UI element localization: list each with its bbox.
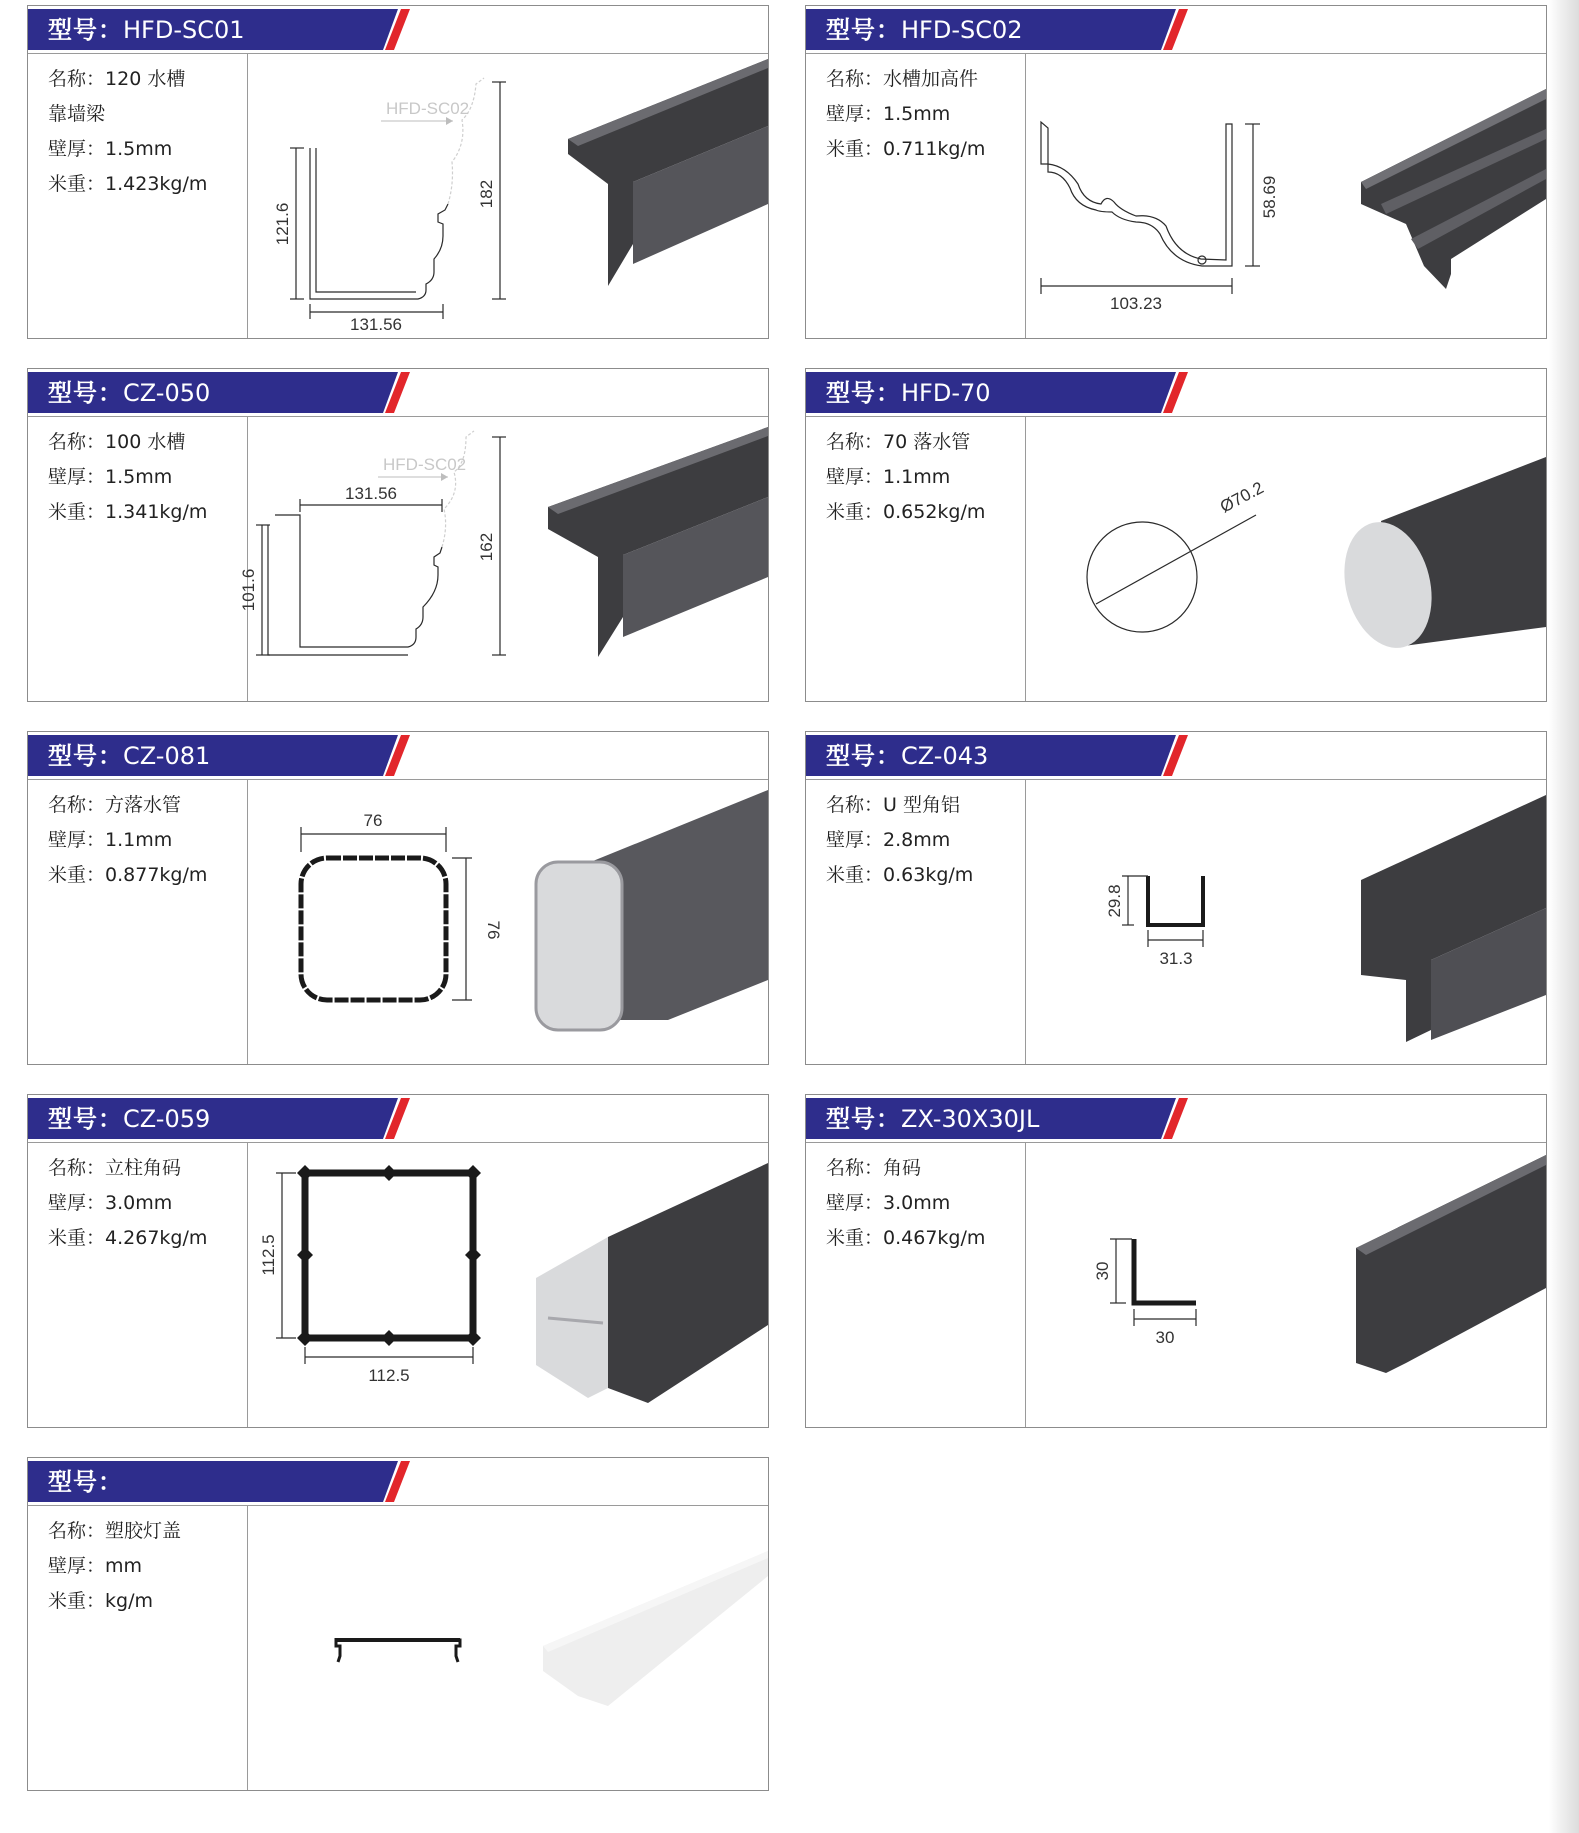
weight-label: 米重：: [48, 864, 106, 886]
weight-value: 4.267kg/m: [105, 1227, 208, 1249]
thickness-label: 壁厚：: [48, 138, 106, 160]
model-label: 型号：: [48, 742, 123, 770]
profile-outline: [336, 1638, 460, 1662]
weight-value: 0.711kg/m: [883, 138, 986, 160]
diameter-dimension: Ø70.2: [1216, 478, 1267, 517]
weight-label: 米重：: [48, 501, 106, 523]
dimension-lines: [1041, 124, 1260, 294]
height-dimension: 76: [484, 920, 503, 940]
model-label: 型号：: [826, 16, 901, 44]
model-code: CZ-059: [123, 1105, 211, 1133]
technical-drawing: [248, 1143, 768, 1427]
model-code: CZ-081: [123, 742, 211, 770]
name-label: 名称：: [48, 1157, 106, 1179]
profile-outline: [1087, 515, 1256, 632]
dimension-lines: [1110, 1239, 1196, 1326]
weight-value: 1.423kg/m: [105, 173, 208, 195]
product-card-cz-059: [27, 1094, 769, 1428]
spec-panel: [806, 416, 1026, 701]
width-dimension: 30: [1155, 1328, 1175, 1347]
name-label: 名称：: [48, 431, 106, 453]
profile-render: [543, 1551, 768, 1706]
height-dimension: 101.6: [239, 568, 258, 612]
width-dimension: 131.56: [345, 484, 397, 503]
weight-value: 0.877kg/m: [105, 864, 208, 886]
product-card-cz-050: [27, 368, 769, 702]
product-card-hfd-sc01: [27, 5, 769, 339]
model-label: 型号：: [48, 1105, 123, 1133]
product-name: 方落水管: [105, 794, 182, 816]
card-header: [28, 1095, 768, 1143]
profile-outline: [1134, 1239, 1196, 1303]
profile-outline: [1148, 876, 1203, 925]
profile-outline: [301, 858, 446, 1000]
model-code: HFD-SC02: [901, 16, 1023, 44]
spec-panel: [806, 53, 1026, 338]
dimension-lines: [256, 437, 506, 655]
spec-panel: [28, 416, 248, 701]
weight-value: 0.652kg/m: [883, 501, 986, 523]
name-label: 名称：: [48, 68, 106, 90]
technical-drawing: [248, 780, 768, 1064]
width-dimension: 76: [363, 811, 383, 830]
width-dimension: 103.23: [1110, 294, 1162, 313]
technical-drawing: [1026, 780, 1546, 1064]
thickness-value: 1.5mm: [105, 466, 173, 488]
card-header: [28, 369, 768, 417]
name-label: 名称：: [826, 68, 884, 90]
product-name-line2: 靠墙梁: [48, 103, 106, 125]
weight-label: 米重：: [826, 138, 884, 160]
weight-label: 米重：: [48, 173, 106, 195]
product-name: 塑胶灯盖: [105, 1520, 182, 1542]
technical-drawing: [1026, 417, 1546, 701]
profile-render: [1361, 795, 1546, 1042]
spec-panel: [28, 1505, 248, 1790]
height-dimension: 112.5: [259, 1234, 278, 1276]
width-dimension: 112.5: [368, 1366, 410, 1385]
name-label: 名称：: [48, 1520, 106, 1542]
profile-render: [568, 59, 768, 286]
card-header: [28, 732, 768, 780]
total-height-dimension: 182: [477, 179, 496, 209]
model-label: 型号：: [48, 16, 123, 44]
model-label: 型号：: [826, 1105, 901, 1133]
card-header: [806, 732, 1546, 780]
weight-label: 米重：: [48, 1227, 106, 1249]
product-card-plastic-lamp-cover: [27, 1457, 769, 1791]
profile-render: [548, 427, 768, 657]
profile-render: [1332, 457, 1546, 657]
thickness-label: 壁厚：: [48, 1192, 106, 1214]
thickness-label: 壁厚：: [826, 103, 884, 125]
spec-panel: [28, 779, 248, 1064]
ghost-profile-label: HFD-SC02: [383, 455, 467, 474]
thickness-value: 1.5mm: [105, 138, 173, 160]
product-card-zx-30x30jl: [805, 1094, 1547, 1428]
profile-outline: [297, 1165, 481, 1346]
dimension-lines: [1122, 876, 1203, 947]
name-label: 名称：: [48, 794, 106, 816]
thickness-label: 壁厚：: [826, 466, 884, 488]
thickness-value: 1.1mm: [105, 829, 173, 851]
product-name: 120 水槽: [105, 68, 186, 90]
thickness-value: 1.1mm: [883, 466, 951, 488]
thickness-value: 1.5mm: [883, 103, 951, 125]
thickness-label: 壁厚：: [48, 829, 106, 851]
product-card-hfd-70: [805, 368, 1547, 702]
thickness-label: 壁厚：: [48, 466, 106, 488]
model-label: 型号：: [48, 379, 123, 407]
product-card-cz-081: [27, 731, 769, 1065]
profile-render: [536, 1163, 768, 1403]
name-label: 名称：: [826, 431, 884, 453]
profile-outline: [1041, 122, 1232, 266]
profile-render: [1356, 1155, 1546, 1373]
product-name: 70 落水管: [883, 431, 971, 453]
name-label: 名称：: [826, 1157, 884, 1179]
product-name: U 型角铝: [883, 794, 960, 816]
thickness-label: 壁厚：: [826, 1192, 884, 1214]
thickness-value: 3.0mm: [883, 1192, 951, 1214]
card-header: [806, 6, 1546, 54]
weight-value: kg/m: [105, 1590, 153, 1612]
weight-value: 0.63kg/m: [883, 864, 974, 886]
thickness-value: 2.8mm: [883, 829, 951, 851]
model-code: ZX-30X30JL: [901, 1105, 1040, 1133]
thickness-label: 壁厚：: [826, 829, 884, 851]
profile-render: [536, 790, 768, 1030]
name-label: 名称：: [826, 794, 884, 816]
spec-panel: [806, 1142, 1026, 1427]
height-dimension: 30: [1093, 1261, 1112, 1281]
page-edge-shadow: [1549, 0, 1579, 1833]
model-label: 型号：: [48, 1468, 123, 1496]
product-name: 100 水槽: [105, 431, 186, 453]
technical-drawing: [239, 417, 768, 701]
thickness-label: 壁厚：: [48, 1555, 106, 1577]
spec-panel: [28, 53, 248, 338]
model-code: CZ-050: [123, 379, 211, 407]
weight-label: 米重：: [826, 501, 884, 523]
model-code: CZ-043: [901, 742, 989, 770]
width-dimension: 131.56: [350, 315, 402, 334]
weight-value: 0.467kg/m: [883, 1227, 986, 1249]
card-header: [806, 1095, 1546, 1143]
weight-value: 1.341kg/m: [105, 501, 208, 523]
weight-label: 米重：: [826, 864, 884, 886]
model-label: 型号：: [826, 742, 901, 770]
model-label: 型号：: [826, 379, 901, 407]
technical-drawing: [248, 1506, 768, 1790]
product-card-hfd-sc02: [805, 5, 1547, 339]
weight-label: 米重：: [826, 1227, 884, 1249]
profile-render: [1361, 89, 1546, 289]
height-dimension: 29.8: [1105, 884, 1124, 918]
thickness-value: mm: [105, 1555, 143, 1577]
card-header: [806, 369, 1546, 417]
card-header: [28, 1458, 768, 1506]
product-name: 水槽加高件: [883, 68, 979, 90]
technical-drawing: [248, 54, 768, 338]
height-dimension: 121.6: [273, 202, 292, 246]
model-code: HFD-SC01: [123, 16, 245, 44]
thickness-value: 3.0mm: [105, 1192, 173, 1214]
spec-panel: [28, 1142, 248, 1427]
width-dimension: 31.3: [1159, 949, 1193, 968]
height-dimension: 58.69: [1260, 175, 1279, 219]
model-code: HFD-70: [901, 379, 991, 407]
weight-label: 米重：: [48, 1590, 106, 1612]
technical-drawing: [1026, 54, 1546, 338]
card-header: [28, 6, 768, 54]
product-name: 立柱角码: [105, 1157, 182, 1179]
spec-panel: [806, 779, 1026, 1064]
ghost-profile-label: HFD-SC02: [386, 99, 470, 118]
total-height-dimension: 162: [477, 532, 496, 562]
product-card-cz-043: [805, 731, 1547, 1065]
technical-drawing: [1026, 1143, 1546, 1427]
product-name: 角码: [883, 1157, 922, 1179]
